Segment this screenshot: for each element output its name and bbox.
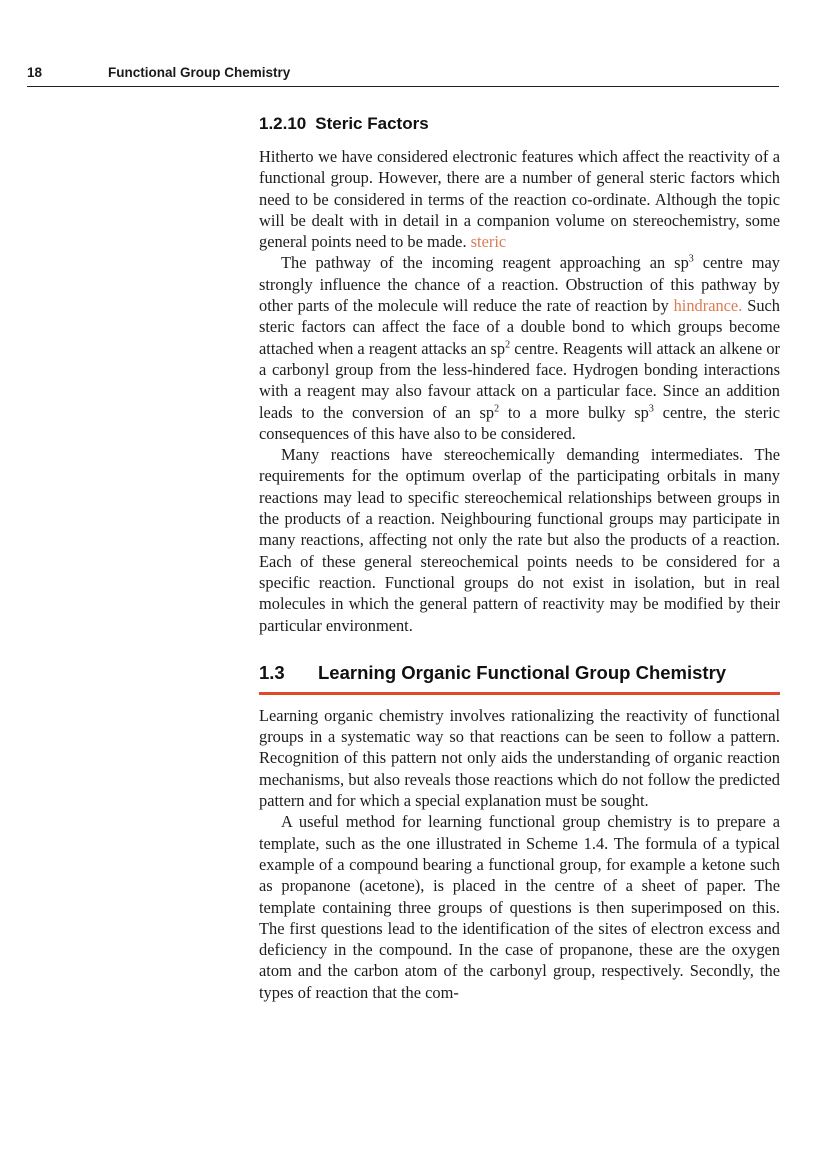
paragraph-text: to a more bulky sp: [499, 402, 649, 422]
superscript: 3: [688, 254, 694, 266]
paragraph-text: centre may strongly influence the chance of a reaction. Obstruction of this pathway by other parts of the molecule will reduce the rate of reaction by: [259, 253, 780, 316]
subsection-title: Steric Factors: [315, 114, 429, 133]
running-header: [27, 64, 779, 87]
paragraph-text: The pathway of the incoming reagent approaching an sp: [281, 253, 689, 273]
margin-term-steric: steric: [470, 232, 507, 252]
paragraph-text: centre, the steric consequences of this have also to be considered.: [259, 402, 780, 443]
paragraph: Learning organic chemistry involves rationalizing the reactivity of functional groups in a systematic way so that reactions can be seen to follow a pattern. Recognition of this pattern not only aids the understanding of organic reaction mechanisms, but also reveals those reactions which do not follow the predicted pattern and for which a special explanation must be sought.: [259, 705, 780, 811]
paragraph: [259, 146, 780, 252]
superscript: 2: [494, 403, 500, 415]
page-number: 18: [27, 65, 43, 80]
subsection-heading: [259, 114, 780, 134]
subsection-number: 1.2.10: [259, 114, 307, 133]
running-title: Functional Group Chemistry: [108, 65, 291, 80]
paragraph: Many reactions have stereochemically demanding intermediates. The requirements for the optimum overlap of the participating orbitals in many reactions may lead to specific stereochemical relationships between groups in the products of a reaction. Neighbouring functional groups may participate in many reactions, affecting not only the rate but also the products of a reaction. Each of these general stereochemical points needs to be considered for a specific reaction. Functional groups do not exist in isolation, but in real molecules in which the general pattern of reactivity may be modified by their particular environment.: [259, 445, 780, 635]
superscript: 3: [648, 403, 654, 415]
learning-chemistry-body: [259, 705, 780, 1003]
section-number: 1.3: [259, 661, 285, 683]
main-column: [259, 114, 780, 1003]
paragraph-text: centre. Reagents will attack an alkene or a carbonyl group from the less-hindered face. Hydrogen bonding interactions with a reagent may also favour attack on a particular face. Since an addition leads to the conversion of an sp: [259, 338, 780, 422]
paragraph: A useful method for learning functional group chemistry is to prepare a template, such as the one illustrated in Scheme 1.4. The formula of a typical example of a compound bearing a functional group, for example a ketone such as propanone (acetone), is placed in the centre of a sheet of paper. The template containing three groups of questions is then superimposed on this. The first questions lead to the identification of the sites of electron excess and deficiency in the compound. In the case of propanone, these are the oxygen atom and the carbon atom of the carbonyl group, respectively. Secondly, the types of reaction that the com-: [259, 812, 780, 1002]
section-title: Learning Organic Functional Group Chemistry: [318, 661, 727, 683]
section-heading: [259, 662, 780, 695]
paragraph: [259, 252, 780, 444]
paragraph-text: Hitherto we have considered electronic features which affect the reactivity of a functional group. However, there are a number of general steric factors which need to be considered in terms of the reaction co-ordinate. Although the topic will be dealt with in detail in a companion volume on stereochemistry, some general points need to be made.: [259, 147, 780, 252]
superscript: 2: [505, 339, 511, 351]
margin-term-hindrance: hindrance.: [673, 296, 743, 316]
steric-factors-body: [259, 146, 780, 636]
paragraph-text: Such steric factors can affect the face of a double bond to which groups become attached when a reagent attacks an sp: [259, 296, 780, 358]
